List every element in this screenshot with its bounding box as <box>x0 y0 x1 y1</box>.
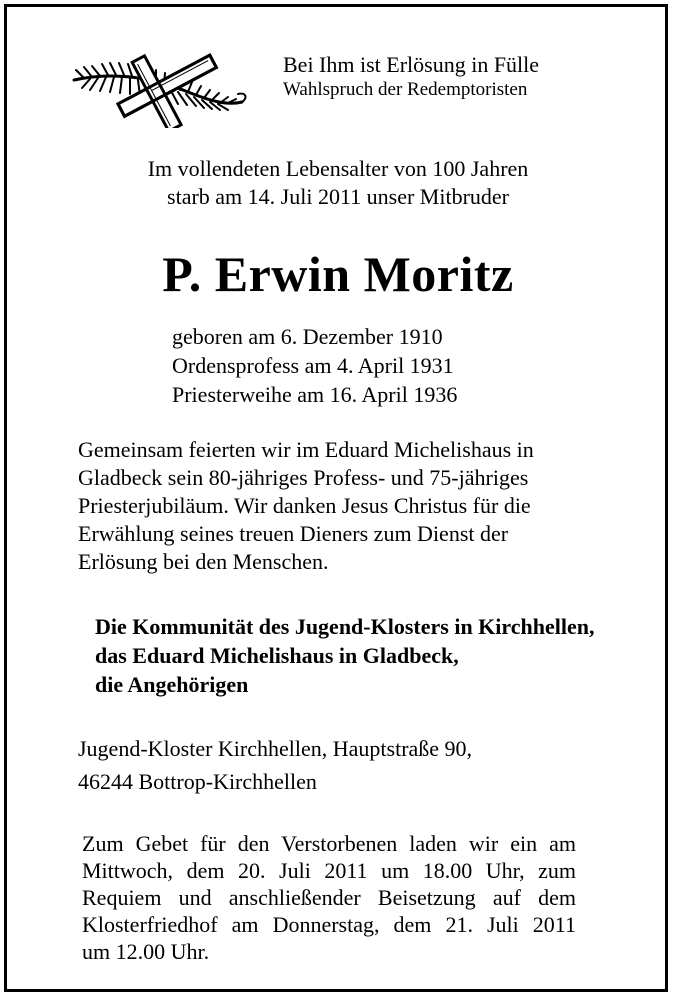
tribute-line: Gladbeck sein 80-jähriges Profess- und 75-jähriges <box>78 465 529 490</box>
tribute-line: Erwählung seines treuen Dieners zum Dienst der <box>78 521 509 546</box>
invitation-line: Requiem und anschließender Beisetzung auf dem <box>82 885 576 910</box>
motto-source: Wahlspruch der Redemptoristen <box>283 79 528 100</box>
profession-date: Ordensprofess am 4. April 1931 <box>172 353 454 378</box>
address-street: Jugend-Kloster Kirchhellen, Hauptstraße 90, <box>78 736 473 761</box>
service-invitation <box>82 830 576 965</box>
intro-line: starb am 14. Juli 2011 unser Mitbruder <box>167 184 509 209</box>
invitation-line: Mittwoch, dem 20. Juli 2011 um 18.00 Uhr, zum <box>82 858 576 883</box>
intro-text <box>0 155 676 211</box>
tribute-line: Gemeinsam feierten wir im Eduard Michelishaus in <box>78 437 534 462</box>
tribute-paragraph <box>78 436 598 576</box>
mourner-line: die Angehörigen <box>95 672 249 697</box>
ordination-date: Priesterweihe am 16. April 1936 <box>172 382 458 407</box>
life-dates <box>172 322 612 409</box>
tribute-line: Priesterjubiläum. Wir danken Jesus Christus für die <box>78 493 531 518</box>
address-city: 46244 Bottrop-Kirchhellen <box>78 769 317 794</box>
deceased-name: P. Erwin Moritz <box>162 246 514 302</box>
cross-and-palm-branch-icon <box>70 36 250 128</box>
mourner-line: das Eduard Michelishaus in Gladbeck, <box>95 643 459 668</box>
motto-quote: Bei Ihm ist Erlösung in Fülle <box>283 52 540 77</box>
address-block <box>78 732 598 798</box>
invitation-line: Zum Gebet für den Verstorbenen laden wir ein am <box>82 831 576 856</box>
tribute-line: Erlösung bei den Menschen. <box>78 549 329 574</box>
invitation-line: Klosterfriedhof am Donnerstag, dem 21. Juli 2011 <box>82 912 576 937</box>
birth-date: geboren am 6. Dezember 1910 <box>172 324 443 349</box>
motto <box>283 52 653 102</box>
intro-line: Im vollendeten Lebensalter von 100 Jahren <box>147 156 529 181</box>
invitation-line: um 12.00 Uhr. <box>82 939 210 964</box>
mourners-list <box>95 612 655 699</box>
mourner-line: Die Kommunität des Jugend-Klosters in Kirchhellen, <box>95 614 595 639</box>
